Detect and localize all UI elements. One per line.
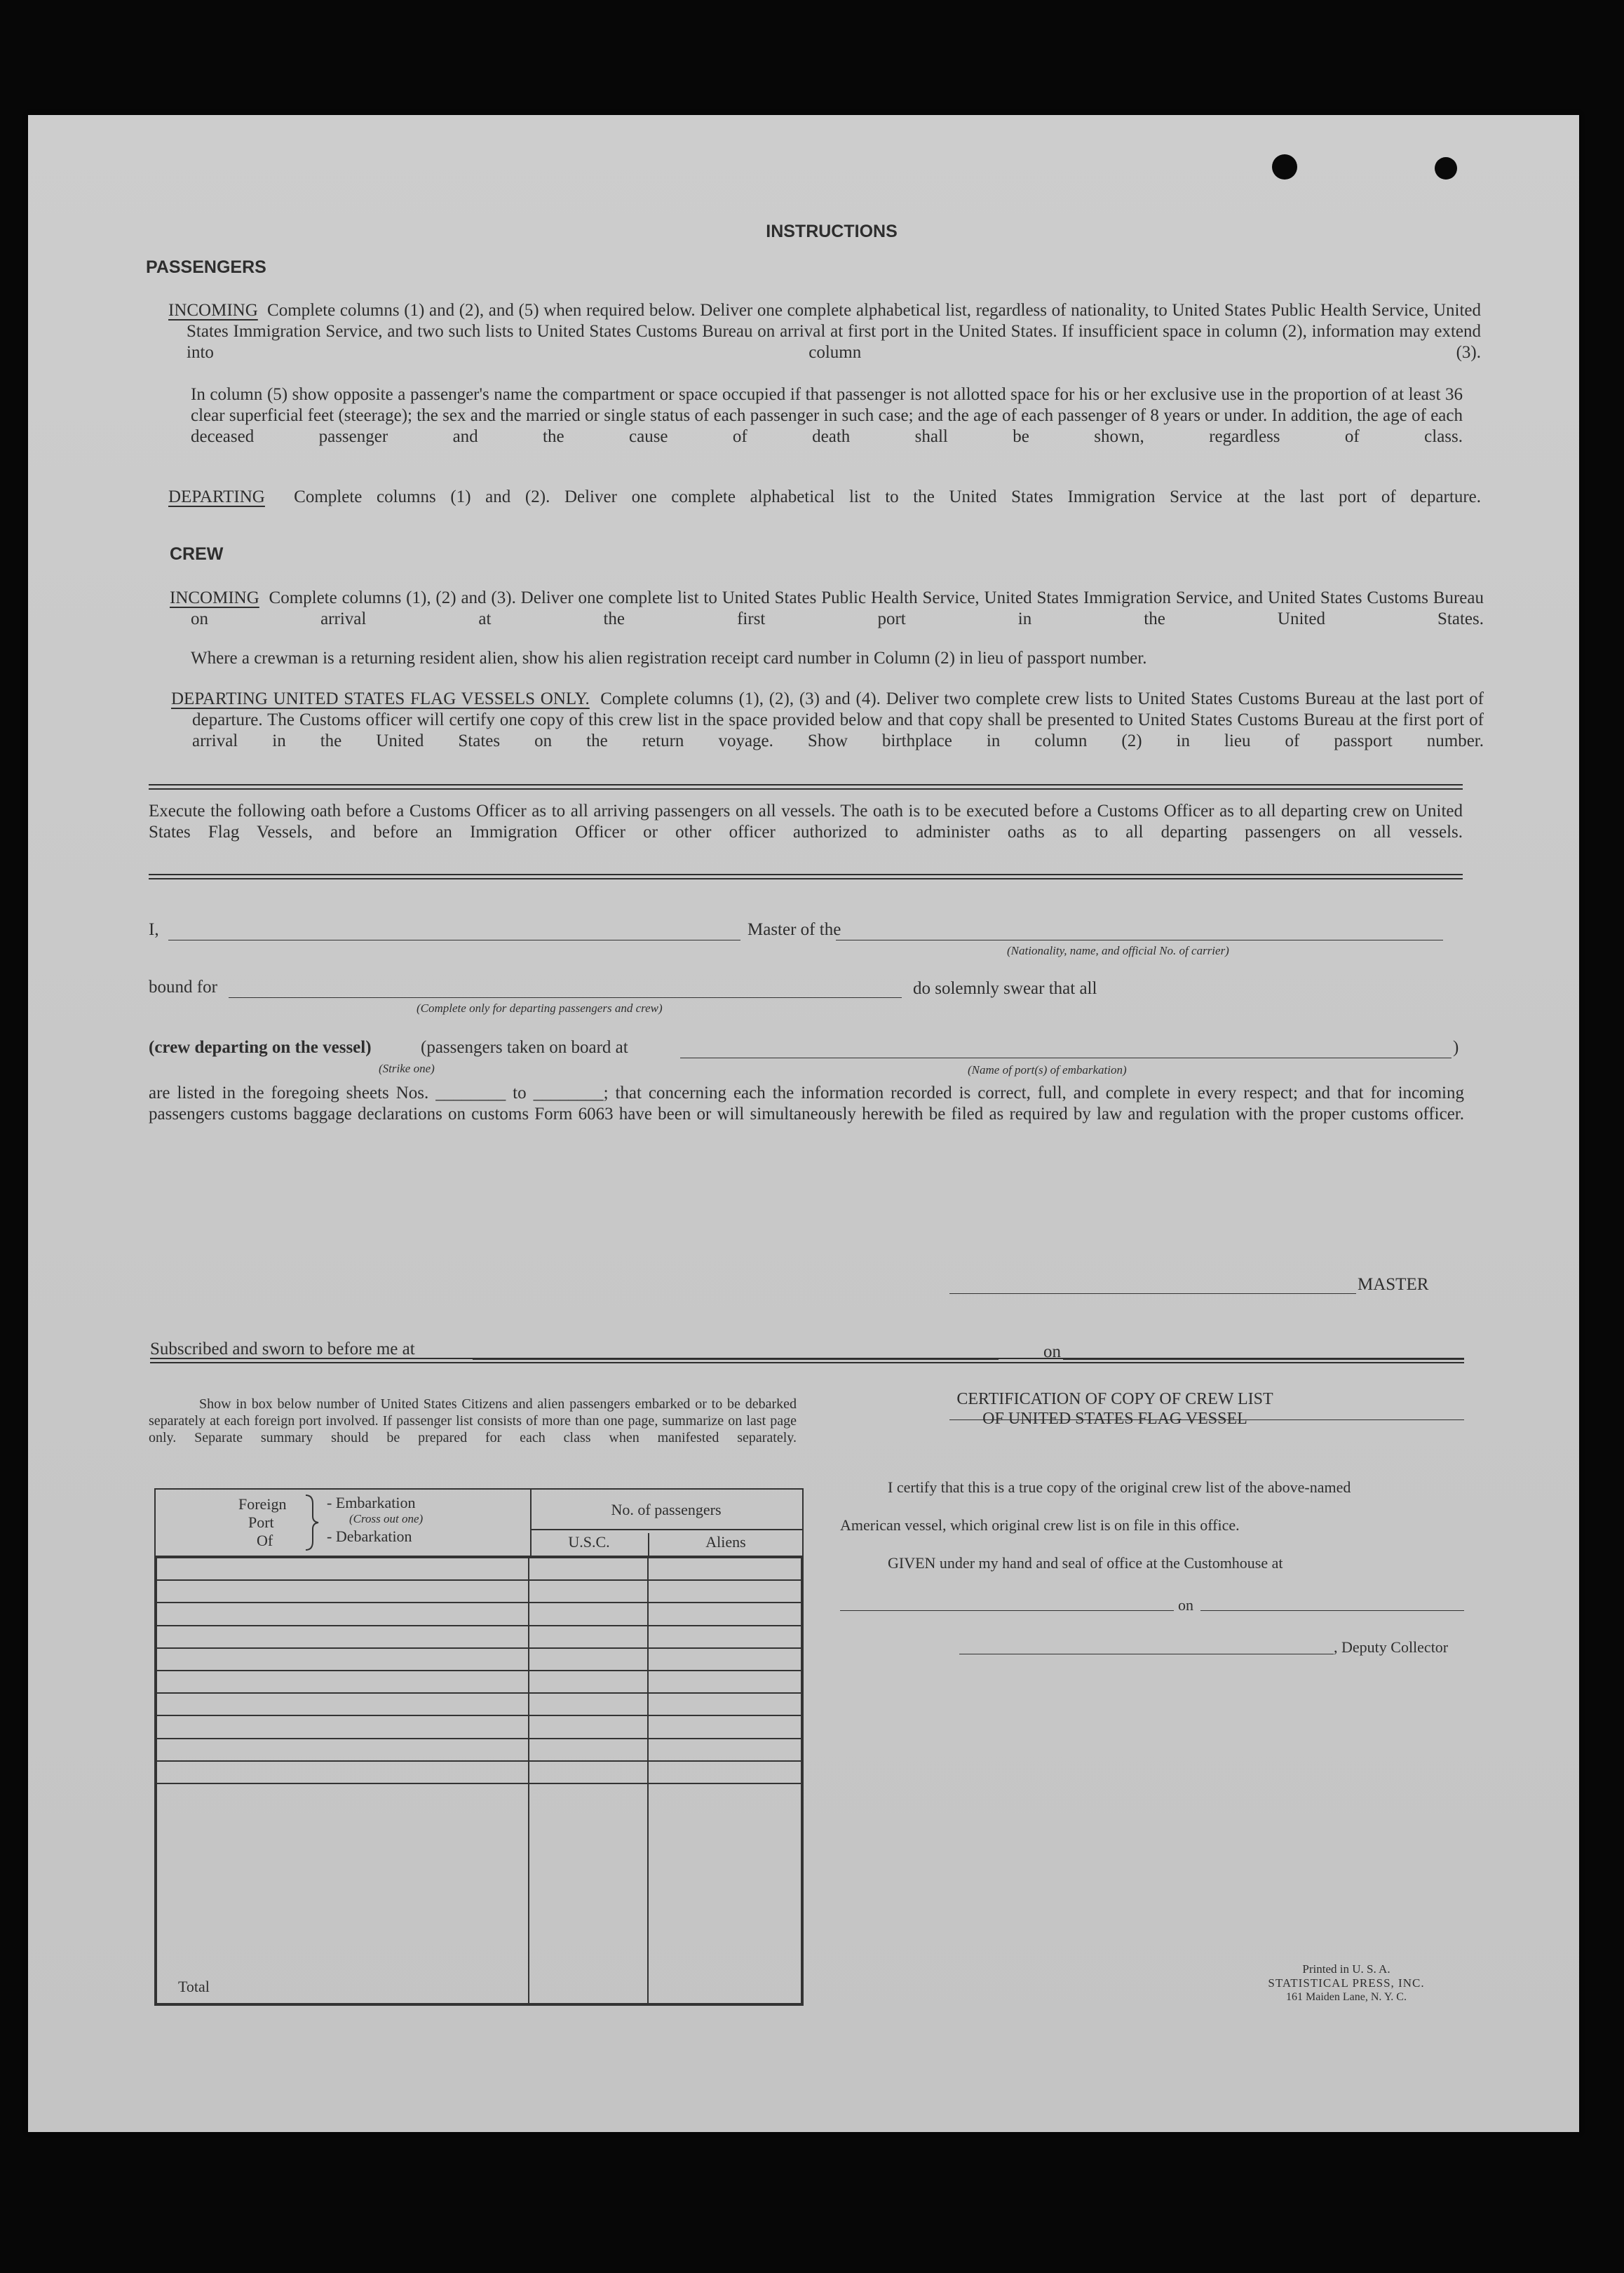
printer-line1: Printed in U. S. A. [1302, 1962, 1390, 1976]
divider [149, 784, 1463, 790]
table-row [156, 1558, 801, 1580]
aliens-cell[interactable] [648, 1603, 801, 1625]
usc-cell[interactable] [529, 1603, 648, 1625]
printer-line2: STATISTICAL PRESS, INC. [1268, 1976, 1425, 1990]
aliens-cell[interactable] [648, 1693, 801, 1715]
certification-title-line2: OF UNITED STATES FLAG VESSEL [982, 1410, 1247, 1428]
certify-line1: I certify that this is a true copy of the original crew list of the above-named [888, 1478, 1351, 1496]
table-body [156, 1557, 802, 2004]
aliens-cell[interactable] [648, 1648, 801, 1671]
incoming-text: Complete columns (1) and (2), and (5) when required below. Deliver one complete alphabetical list, regardless of nationality, to United States Public Health Service, United States Immigration Service, and two such lists to United States Customs Bureau on arrival at first port in the United States. If insufficient space in column (2), information may extend into column (3). [187, 301, 1482, 362]
departing-passengers-paragraph [168, 487, 1481, 508]
table-row [156, 1761, 801, 1783]
table-row [156, 1671, 801, 1693]
total-usc-cell[interactable] [529, 1783, 648, 2004]
total-aliens-cell[interactable] [648, 1783, 801, 2004]
crew-incoming-paragraph [170, 588, 1484, 630]
carrier-caption: (Nationality, name, and official No. of carrier) [1007, 944, 1229, 957]
port-cell[interactable] [156, 1761, 529, 1783]
of-label: Of [257, 1532, 273, 1549]
strike-one-caption: (Strike one) [379, 1062, 435, 1075]
master-signature-field[interactable] [949, 1293, 1356, 1294]
usc-cell[interactable] [529, 1671, 648, 1693]
summary-instructions: Show in box below number of United States Citizens and alien passengers embarked or to be debarked separately at each foreign port involved. If passenger list consists of more than one page, summarize on last page only. Separate summary should be prepared for each class when manifested separately. [149, 1396, 797, 1445]
aliens-cell[interactable] [648, 1715, 801, 1738]
table-row [156, 1693, 801, 1715]
usc-cell[interactable] [529, 1693, 648, 1715]
bound-for-label: bound for [149, 978, 217, 997]
certify-line2: American vessel, which original crew list is on file in this office. [840, 1516, 1240, 1534]
table-row [156, 1603, 801, 1625]
departing-flag-paragraph [171, 689, 1484, 752]
ports-caption: (Name of port(s) of embarkation) [968, 1063, 1127, 1077]
port-cell[interactable] [156, 1580, 529, 1603]
port-header [156, 1490, 532, 1556]
punch-hole [1435, 157, 1457, 180]
given-line: GIVEN under my hand and seal of office at the Customhouse at [888, 1554, 1283, 1572]
master-label: MASTER [1358, 1275, 1429, 1294]
crew-departing-label: (crew departing on the vessel) [149, 1038, 372, 1057]
brace-icon [303, 1494, 321, 1551]
divider [149, 874, 1463, 879]
usc-cell[interactable] [529, 1739, 648, 1761]
port-cell[interactable] [156, 1739, 529, 1761]
listed-paragraph: are listed in the foregoing sheets Nos. ________ to ________; that concerning each the information recorded is correct, full, and complete in every respect; and that for incoming passengers customs baggage declarations on customs Form 6063 have been or will simultaneously herewith be filed as required by law and regulation with the proper customs officer. [149, 1084, 1464, 1124]
departing-flag-text: Complete columns (1), (2), (3) and (4). Deliver two complete crew lists to United States Customs Bureau at the last port of departure. The Customs officer will certify one copy of this crew list in the space provided below and that copy shall be presented to United States Customs Bureau at the first port of arrival in the United States on the return voyage. Show birthplace in column (2) in lieu of passport number. [192, 689, 1484, 750]
certification-on-label: on [1178, 1596, 1193, 1614]
port-cell[interactable] [156, 1603, 529, 1625]
departing-label: DEPARTING [168, 487, 265, 506]
cross-out-caption: (Cross out one) [349, 1512, 424, 1525]
port-cell[interactable] [156, 1671, 529, 1693]
port-cell[interactable] [156, 1558, 529, 1580]
port-label: Port [248, 1513, 274, 1531]
bound-for-field[interactable] [229, 997, 902, 998]
total-label: Total [156, 1783, 529, 2004]
crew-incoming-label: INCOMING [170, 588, 259, 607]
form-page [28, 115, 1579, 2132]
bound-for-caption: (Complete only for departing passengers and crew) [417, 1001, 663, 1015]
printer-imprint [1241, 1962, 1452, 2004]
table-header [156, 1490, 802, 1557]
subscribed-on-label: on [1043, 1342, 1061, 1361]
total-row [156, 1783, 801, 2004]
port-cell[interactable] [156, 1715, 529, 1738]
punch-hole [1272, 154, 1297, 180]
usc-cell[interactable] [529, 1761, 648, 1783]
subscribed-label: Subscribed and sworn to before me at [150, 1340, 415, 1358]
oath-intro: Execute the following oath before a Customs Officer as to all arriving passengers on all vessels. The oath is to be executed before a Customs Officer as to all departing crew on United States Flag Vessels, and before an Immigration Officer or other officer authorized to administer oaths as to all departing passengers on all vessels. [149, 802, 1463, 842]
passenger-summary-table [154, 1488, 804, 2006]
close-paren: ) [1453, 1038, 1459, 1057]
oath-bottom-divider [150, 1358, 1464, 1363]
port-cell[interactable] [156, 1693, 529, 1715]
summary-rows [156, 1557, 802, 2004]
customhouse-field[interactable] [840, 1610, 1174, 1611]
deputy-collector-label: , Deputy Collector [1334, 1638, 1449, 1656]
table-row [156, 1580, 801, 1603]
usc-cell[interactable] [529, 1580, 648, 1603]
aliens-cell[interactable] [648, 1739, 801, 1761]
printer-line3: 161 Maiden Lane, N. Y. C. [1286, 1991, 1407, 2003]
table-row [156, 1648, 801, 1671]
passengers-taken-label: (passengers taken on board at [421, 1038, 628, 1057]
aliens-cell[interactable] [648, 1626, 801, 1648]
subheader-rule [530, 1529, 802, 1530]
incoming-label: INCOMING [168, 301, 258, 320]
usc-cell[interactable] [529, 1648, 648, 1671]
usc-cell[interactable] [529, 1626, 648, 1648]
passenger-count-header [530, 1490, 802, 1556]
master-of-the-label: Master of the [747, 920, 841, 939]
debarkation-label: - Debarkation [327, 1527, 412, 1545]
departing-flag-label: DEPARTING UNITED STATES FLAG VESSELS ONLY. [171, 689, 590, 708]
aliens-cell[interactable] [648, 1671, 801, 1693]
i-label: I, [149, 920, 159, 939]
port-cell[interactable] [156, 1626, 529, 1648]
table-row [156, 1626, 801, 1648]
certification-date-field[interactable] [1200, 1610, 1464, 1611]
table-row [156, 1739, 801, 1761]
no-of-passengers-label: No. of passengers [611, 1501, 722, 1518]
incoming-passengers-paragraph [168, 300, 1481, 363]
aliens-cell[interactable] [648, 1558, 801, 1580]
aliens-cell[interactable] [648, 1761, 801, 1783]
aliens-header: Aliens [705, 1533, 746, 1551]
aliens-cell[interactable] [648, 1580, 801, 1603]
crew-incoming-text: Complete columns (1), (2) and (3). Deliver one complete list to United States Public Health Service, United States Immigration Service, and United States Customs Bureau on arrival at the first port in the United States. [191, 588, 1484, 628]
port-cell[interactable] [156, 1648, 529, 1671]
crewman-paragraph: Where a crewman is a returning resident alien, show his alien registration receipt card number in Column (2) in lieu of passport number. [191, 649, 1147, 668]
column5-paragraph: In column (5) show opposite a passenger's name the compartment or space occupied if that passenger is not allotted space for his or her exclusive use in the proportion of at least 36 clear superficial feet (steerage); the sex and the married or single status of each passenger in such case; and the age of each passenger of 8 years or under. In addition, the age of each deceased passenger and the cause of death shall be shown, regardless of class. [191, 385, 1463, 446]
instructions-title: INSTRUCTIONS [766, 222, 898, 241]
foreign-label: Foreign [238, 1495, 287, 1513]
departing-text: Complete columns (1) and (2). Deliver one complete alphabetical list to the United States Immigration Service at the last port of departure. [294, 487, 1481, 506]
solemnly-swear-label: do solemnly swear that all [913, 979, 1097, 998]
table-row [156, 1715, 801, 1738]
usc-cell[interactable] [529, 1558, 648, 1580]
usc-cell[interactable] [529, 1715, 648, 1738]
usc-header: U.S.C. [530, 1533, 649, 1556]
passengers-heading: PASSENGERS [146, 257, 266, 277]
crew-heading: CREW [170, 544, 224, 564]
certification-title-line1: CERTIFICATION OF COPY OF CREW LIST [956, 1390, 1273, 1408]
embarkation-label: - Embarkation [327, 1494, 416, 1511]
